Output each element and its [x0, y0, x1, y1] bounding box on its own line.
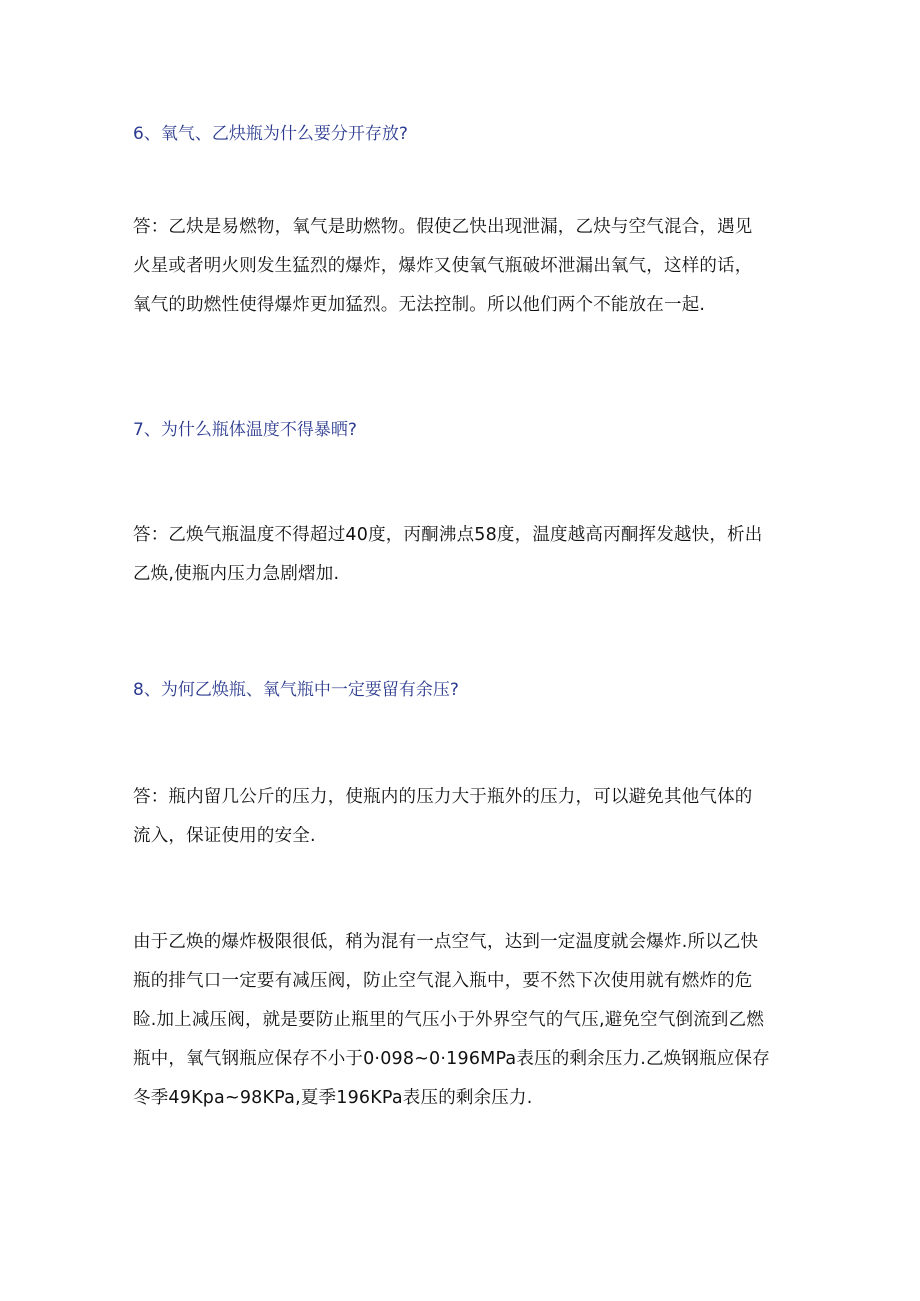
answer-6-line-3: 氧气的助燃性使得爆炸更加猛烈。无法控制。所以他们两个不能放在一起. — [133, 295, 706, 315]
question-8-heading: 8、为何乙焕瓶、氧气瓶中一定要留有余压? — [133, 680, 459, 700]
answer-6-line-2: 火星或者明火则发生猛烈的爆炸，爆炸又使氧气瓶破坏泄漏出氧气，这样的话， — [133, 256, 753, 276]
answer-8-line-1: 答：瓶内留几公斤的压力，使瓶内的压力大于瓶外的压力，可以避免其他气体的 — [133, 787, 753, 807]
question-7-heading: 7、为什么瓶体温度不得暴晒? — [133, 420, 357, 440]
question-6-heading: 6、氧气、乙炔瓶为什么要分开存放? — [133, 124, 408, 144]
answer-7-line-1: 答：乙焕气瓶温度不得超过40度，丙酮沸点58度，温度越高丙酮挥发越快，析出 — [133, 525, 763, 545]
answer-6-line-1: 答：乙炔是易燃物，氧气是助燃物。假使乙快出现泄漏，乙炔与空气混合，遇见 — [133, 217, 753, 237]
answer-7-line-2: 乙焕,使瓶内压力急剧熠加. — [133, 564, 340, 584]
answer-6 — [133, 208, 793, 325]
note-line-3: 睑.加上减压阀，就是要防止瓶里的气压小于外界空气的气压,避免空气倒流到乙燃 — [133, 1010, 765, 1030]
answer-8-line-2: 流入，保证使用的安全. — [133, 826, 316, 846]
note-line-4: 瓶中，氧气钢瓶应保存不小于0·098~0·196MPa表压的剩余压力.乙焕钢瓶应保存 — [133, 1049, 770, 1069]
pressure-note-paragraph — [133, 923, 793, 1118]
answer-8 — [133, 778, 793, 856]
note-line-5: 冬季49Kpa~98KPa,夏季196KPa表压的剩余压力. — [133, 1088, 533, 1108]
note-line-1: 由于乙焕的爆炸极限很低，稍为混有一点空气，达到一定温度就会爆炸.所以乙快 — [133, 932, 759, 952]
note-line-2: 瓶的排气口一定要有减压阀，防止空气混入瓶中，要不然下次使用就有燃炸的危 — [133, 971, 753, 991]
answer-7 — [133, 516, 793, 594]
